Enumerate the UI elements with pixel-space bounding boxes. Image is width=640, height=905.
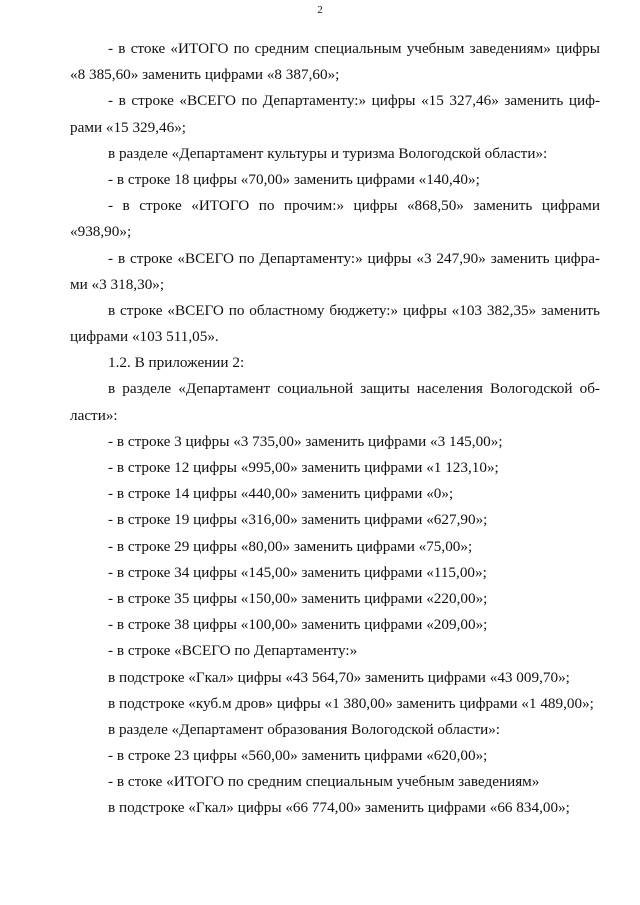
text-line: - в строке 23 цифры «560,00» заменить цифрами «620,00»;	[108, 747, 488, 765]
text-line: рами «15 329,46»;	[70, 118, 187, 136]
text-line: - в строке 14 цифры «440,00» заменить цифрами «0»;	[108, 485, 454, 503]
text-line: «938,90»;	[70, 223, 132, 241]
text-line: цифрами «103 511,05».	[70, 328, 219, 346]
text-line: «8 385,60» заменить цифрами «8 387,60»;	[70, 66, 340, 84]
section-heading: в разделе «Департамент культуры и туризма Вологодской области»:	[108, 144, 548, 162]
document-body	[70, 36, 600, 822]
text-line: - в строке 18 цифры «70,00» заменить цифрами «140,40»;	[108, 170, 480, 188]
text-line: в строке «ВСЕГО по областному бюджету:» цифры «103 382,35» заменить	[108, 301, 600, 319]
page-number: 2	[317, 4, 323, 16]
text-line: ми «3 318,30»;	[70, 275, 165, 293]
section-heading: ласти»:	[70, 406, 118, 424]
subsection-heading: 1.2. В приложении 2:	[108, 354, 245, 372]
text-line: - в строке «ВСЕГО по Департаменту:»	[108, 642, 358, 660]
text-line: - в строке 35 цифры «150,00» заменить цифрами «220,00»;	[108, 589, 488, 607]
text-line: - в строке «ВСЕГО по Департаменту:» цифры «15 327,46» заменить циф-	[108, 92, 600, 110]
text-line: - в строке 12 цифры «995,00» заменить цифрами «1 123,10»;	[108, 459, 499, 476]
text-line: - в стоке «ИТОГО по средним специальным учебным заведениям»	[108, 773, 540, 791]
text-line: - в стоке «ИТОГО по средним специальным учебным заведениям» цифры	[108, 40, 600, 57]
text-line: - в строке 38 цифры «100,00» заменить цифрами «209,00»;	[108, 616, 488, 634]
text-line: в подстроке «Гкал» цифры «66 774,00» заменить цифрами «66 834,00»;	[108, 799, 570, 817]
text-line: - в строке 29 цифры «80,00» заменить цифрами «75,00»;	[108, 537, 473, 555]
text-line: - в строке «ИТОГО по прочим:» цифры «868,50» заменить цифрами	[108, 197, 600, 215]
text-line: - в строке 3 цифры «3 735,00» заменить цифрами «3 145,00»;	[108, 432, 503, 450]
text-line: - в строке 19 цифры «316,00» заменить цифрами «627,90»;	[108, 511, 488, 529]
text-line: в подстроке «Гкал» цифры «43 564,70» заменить цифрами «43 009,70»;	[108, 668, 570, 686]
section-heading: в разделе «Департамент образования Вологодской области»:	[108, 720, 501, 738]
text-line: в подстроке «куб.м дров» цифры «1 380,00» заменить цифрами «1 489,00»;	[108, 694, 594, 712]
section-heading: в разделе «Департамент социальной защиты населения Вологодской об-	[108, 380, 600, 398]
text-line: - в строке «ВСЕГО по Департаменту:» цифры «3 247,90» заменить цифра-	[108, 249, 600, 267]
text-line: - в строке 34 цифры «145,00» заменить цифрами «115,00»;	[108, 563, 487, 581]
